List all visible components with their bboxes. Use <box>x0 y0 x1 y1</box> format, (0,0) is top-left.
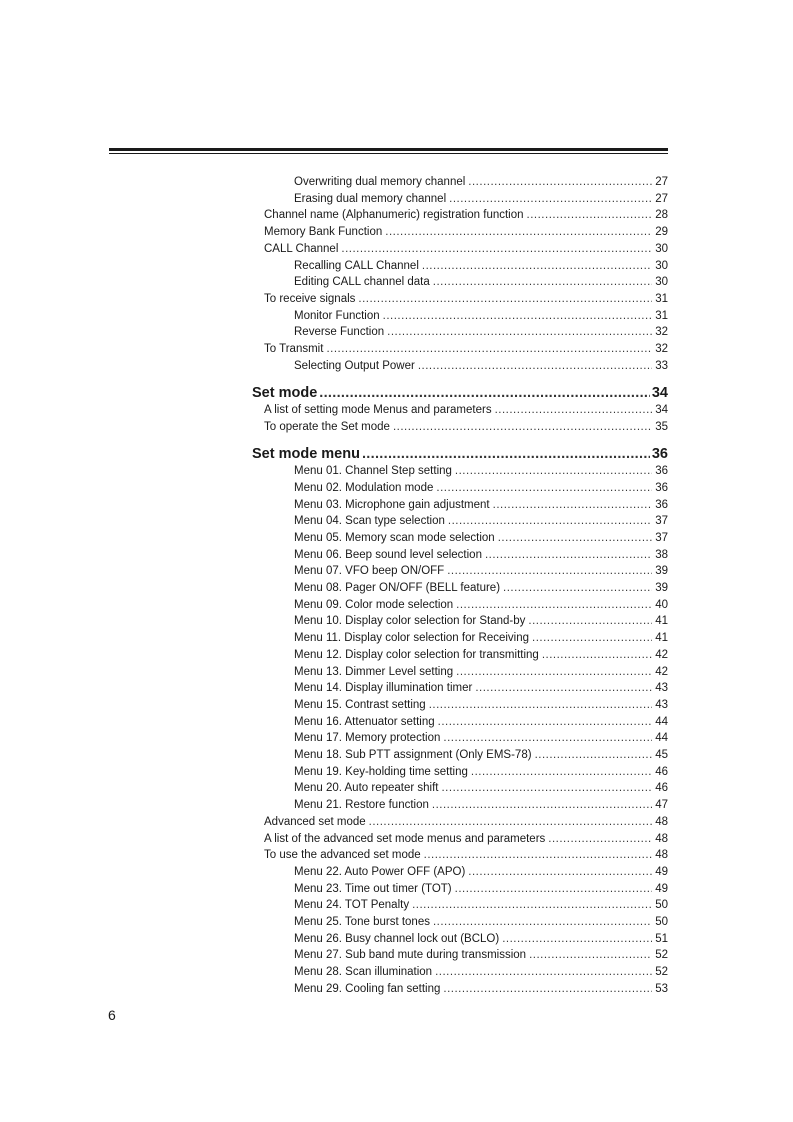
toc-entry-page: 41 <box>655 615 668 628</box>
toc-entry-page: 46 <box>655 782 668 795</box>
dot-leader <box>326 341 652 358</box>
toc-entry-page: 52 <box>655 949 668 962</box>
dot-leader <box>456 664 652 681</box>
toc-entry[interactable] <box>264 224 668 241</box>
toc-section-heading[interactable] <box>252 444 668 464</box>
toc-entry[interactable] <box>294 680 668 697</box>
dot-leader <box>529 947 652 964</box>
toc-entry-title: A list of setting mode Menus and parameters <box>264 404 492 417</box>
dot-leader <box>456 597 652 614</box>
dot-leader <box>362 444 650 464</box>
dot-leader <box>435 964 652 981</box>
toc-entry-title: Menu 21. Restore function <box>294 799 429 812</box>
dot-leader <box>424 847 653 864</box>
dot-leader <box>412 897 652 914</box>
toc-entry[interactable] <box>294 463 668 480</box>
dot-leader <box>485 547 652 564</box>
toc-entry[interactable] <box>294 664 668 681</box>
dot-leader <box>443 730 652 747</box>
dot-leader <box>475 680 652 697</box>
dot-leader <box>369 814 653 831</box>
dot-leader <box>493 497 653 514</box>
dot-leader <box>455 463 652 480</box>
toc-entry-page: 52 <box>655 966 668 979</box>
toc-entry[interactable] <box>294 563 668 580</box>
toc-entry-page: 37 <box>655 515 668 528</box>
toc-entry[interactable] <box>294 308 668 325</box>
dot-leader <box>358 291 652 308</box>
toc-entry-title: Set mode menu <box>252 446 360 462</box>
toc-entry-title: Menu 03. Microphone gain adjustment <box>294 498 490 511</box>
dot-leader <box>441 780 652 797</box>
dot-leader <box>341 241 652 258</box>
dot-leader <box>528 613 652 630</box>
toc-entry-title: Menu 24. TOT Penalty <box>294 899 410 912</box>
dot-leader <box>393 419 652 436</box>
toc-entry[interactable] <box>264 341 668 358</box>
dot-leader <box>535 747 653 764</box>
toc-entry-title: Memory Bank Function <box>264 226 383 239</box>
toc-entry-title: Menu 19. Key-holding time setting <box>294 765 468 778</box>
toc-entry[interactable] <box>294 764 668 781</box>
toc-entry-page: 36 <box>651 446 668 462</box>
toc-entry[interactable] <box>294 964 668 981</box>
header-rule-thin <box>109 153 668 154</box>
toc-entry-title: Menu 20. Auto repeater shift <box>294 782 439 795</box>
toc-entry[interactable] <box>294 580 668 597</box>
toc-entry-page: 40 <box>655 598 668 611</box>
toc-entry-page: 48 <box>655 849 668 862</box>
toc-entry[interactable] <box>264 402 668 419</box>
toc-entry-title: Menu 11. Display color selection for Receiving <box>294 632 530 645</box>
toc-entry-title: Set mode <box>252 385 318 401</box>
toc-entry-title: Channel name (Alphanumeric) registration function <box>264 209 524 222</box>
toc-entry[interactable] <box>294 191 668 208</box>
toc-entry-title: Menu 18. Sub PTT assignment (Only EMS-78) <box>294 749 532 761</box>
dot-leader <box>527 207 653 224</box>
dot-leader <box>542 647 652 664</box>
toc-entry-page: 42 <box>655 665 668 678</box>
toc-entry-page: 30 <box>655 259 668 272</box>
dot-leader <box>468 174 652 191</box>
toc-entry-title: Menu 04. Scan type selection <box>294 515 445 528</box>
toc-entry[interactable] <box>294 730 668 747</box>
toc-entry[interactable] <box>294 613 668 630</box>
toc-entry[interactable] <box>294 981 668 998</box>
dot-leader <box>433 274 652 291</box>
toc-entry-page: 30 <box>655 276 668 289</box>
dot-leader <box>443 981 652 998</box>
dot-leader <box>532 630 652 647</box>
toc-entry-page: 51 <box>655 932 668 945</box>
toc-entry[interactable] <box>294 530 668 547</box>
toc-entry-page: 48 <box>655 815 668 828</box>
toc-entry-title: To use the advanced set mode <box>264 849 421 862</box>
toc-entry-title: Menu 29. Cooling fan setting <box>294 982 441 995</box>
toc-entry-title: To Transmit <box>264 343 324 355</box>
toc-entry-page: 32 <box>655 326 668 339</box>
toc-entry[interactable] <box>294 881 668 898</box>
toc-entry[interactable] <box>264 207 668 224</box>
toc-entry-title: Menu 10. Display color selection for Stand-by <box>294 615 526 628</box>
toc-entry-title: Advanced set mode <box>264 815 366 828</box>
toc-entry-page: 36 <box>655 481 668 494</box>
toc-entry-title: To operate the Set mode <box>264 420 390 433</box>
toc-entry-page: 36 <box>655 465 668 478</box>
toc-entry-page: 36 <box>655 498 668 511</box>
toc-entry-page: 27 <box>655 192 668 205</box>
toc-section-heading[interactable] <box>252 383 668 403</box>
toc-entry-page: 49 <box>655 882 668 895</box>
toc-entry-page: 39 <box>655 582 668 594</box>
toc-entry-title: A list of the advanced set mode menus and parameters <box>264 832 546 845</box>
toc-entry-page: 49 <box>655 865 668 878</box>
toc-entry-title: To receive signals <box>264 292 356 305</box>
toc-entry-page: 27 <box>655 176 668 188</box>
toc-entry[interactable] <box>264 831 668 848</box>
toc-entry[interactable] <box>294 897 668 914</box>
toc-entry-page: 46 <box>655 765 668 778</box>
toc-entry-title: Menu 23. Time out timer (TOT) <box>294 882 452 895</box>
toc-entry-page: 44 <box>655 715 668 728</box>
toc-entry-page: 53 <box>655 982 668 995</box>
toc-entry-page: 37 <box>655 531 668 544</box>
toc-entry-page: 41 <box>655 632 668 645</box>
toc-entry-title: Editing CALL channel data <box>294 276 430 289</box>
toc-entry-page: 35 <box>655 420 668 433</box>
toc-entry-title: Menu 02. Modulation mode <box>294 481 434 494</box>
dot-leader <box>502 931 652 948</box>
dot-leader <box>471 764 652 781</box>
toc-entry[interactable] <box>294 647 668 664</box>
dot-leader <box>436 480 652 497</box>
toc-entry[interactable] <box>264 419 668 436</box>
toc-entry-title: Recalling CALL Channel <box>294 259 419 272</box>
toc-entry-title: Menu 15. Contrast setting <box>294 698 426 711</box>
toc-entry-page: 38 <box>655 548 668 561</box>
toc-entry-title: Overwriting dual memory channel <box>294 176 466 188</box>
dot-leader <box>319 383 650 403</box>
toc-entry-title: Menu 16. Attenuator setting <box>294 715 435 728</box>
toc-entry-title: Menu 05. Memory scan mode selection <box>294 531 495 544</box>
toc-entry-page: 29 <box>655 226 668 239</box>
toc-entry-page: 43 <box>655 682 668 695</box>
dot-leader <box>438 714 653 731</box>
toc-entry[interactable] <box>294 931 668 948</box>
dot-leader <box>418 358 652 375</box>
toc-entry-page: 45 <box>655 749 668 761</box>
toc-entry-page: 43 <box>655 698 668 711</box>
toc-entry-page: 33 <box>655 359 668 372</box>
toc-entry-title: Menu 08. Pager ON/OFF (BELL feature) <box>294 582 501 594</box>
toc-entry[interactable] <box>264 814 668 831</box>
toc-entry[interactable] <box>294 714 668 731</box>
toc-entry[interactable] <box>294 274 668 291</box>
dot-leader <box>495 402 653 419</box>
dot-leader <box>387 324 652 341</box>
dot-leader <box>447 563 652 580</box>
toc-entry-title: Menu 26. Busy channel lock out (BCLO) <box>294 932 500 945</box>
toc-entry-page: 47 <box>655 799 668 812</box>
toc-entry-title: Menu 09. Color mode selection <box>294 598 454 611</box>
toc-entry-title: Menu 12. Display color selection for transmitting <box>294 648 539 661</box>
dot-leader <box>433 914 652 931</box>
dot-leader <box>429 697 653 714</box>
dot-leader <box>422 258 652 275</box>
toc-entry[interactable] <box>294 947 668 964</box>
dot-leader <box>432 797 652 814</box>
toc-entry-title: Menu 07. VFO beep ON/OFF <box>294 565 445 578</box>
toc-entry[interactable] <box>294 497 668 514</box>
toc-entry-title: Menu 01. Channel Step setting <box>294 465 452 478</box>
toc-entry[interactable] <box>264 291 668 308</box>
toc-entry-page: 31 <box>655 292 668 305</box>
toc-entry-page: 42 <box>655 648 668 661</box>
dot-leader <box>455 881 653 898</box>
toc-entry-title: Erasing dual memory channel <box>294 192 447 205</box>
toc-entry[interactable] <box>294 630 668 647</box>
toc-entry-page: 44 <box>655 732 668 745</box>
toc-entry-page: 32 <box>655 343 668 355</box>
toc-entry-title: Menu 27. Sub band mute during transmission <box>294 949 527 962</box>
toc-entry-title: Menu 25. Tone burst tones <box>294 916 430 928</box>
toc-entry[interactable] <box>294 797 668 814</box>
toc-entry-page: 50 <box>655 899 668 912</box>
toc-entry[interactable] <box>294 324 668 341</box>
toc-entry-page: 48 <box>655 832 668 845</box>
dot-leader <box>468 864 652 881</box>
toc-entry-title: Selecting Output Power <box>294 359 415 372</box>
toc-entry[interactable] <box>294 914 668 931</box>
dot-leader <box>385 224 652 241</box>
toc-entry[interactable] <box>294 747 668 764</box>
toc-entry[interactable] <box>294 358 668 375</box>
toc-entry-title: Menu 28. Scan illumination <box>294 966 433 979</box>
page-number: 6 <box>108 1007 116 1023</box>
toc-entry-page: 50 <box>655 916 668 928</box>
toc-entry[interactable] <box>264 241 668 258</box>
toc-entry[interactable] <box>294 597 668 614</box>
toc-entry[interactable] <box>294 780 668 797</box>
header-rule-thick <box>109 148 668 151</box>
toc-entry-page: 39 <box>655 565 668 578</box>
toc-entry-title: Menu 06. Beep sound level selection <box>294 548 482 561</box>
toc-entry-page: 34 <box>651 385 668 401</box>
toc-entry-page: 31 <box>655 309 668 322</box>
toc-entry[interactable] <box>294 258 668 275</box>
toc-entry-title: Monitor Function <box>294 309 380 322</box>
toc-entry[interactable] <box>294 513 668 530</box>
toc-entry[interactable] <box>294 174 668 191</box>
toc-entry-title: CALL Channel <box>264 242 339 255</box>
dot-leader <box>448 513 652 530</box>
dot-leader <box>449 191 652 208</box>
toc-entry[interactable] <box>294 547 668 564</box>
toc-entry-page: 28 <box>655 209 668 222</box>
toc-entry-title: Menu 13. Dimmer Level setting <box>294 665 454 678</box>
dot-leader <box>383 308 653 325</box>
toc-entry-page: 30 <box>655 242 668 255</box>
toc-entry[interactable] <box>264 847 668 864</box>
toc-entry[interactable] <box>294 480 668 497</box>
dot-leader <box>548 831 652 848</box>
toc-entry-title: Menu 14. Display illumination timer <box>294 682 473 695</box>
toc-entry[interactable] <box>294 697 668 714</box>
dot-leader <box>498 530 652 547</box>
toc-entry-title: Menu 22. Auto Power OFF (APO) <box>294 865 466 878</box>
dot-leader <box>503 580 652 597</box>
toc-entry-title: Reverse Function <box>294 326 385 339</box>
toc-entry-page: 34 <box>655 404 668 417</box>
toc-entry[interactable] <box>294 864 668 881</box>
toc-entry-title: Menu 17. Memory protection <box>294 732 441 745</box>
